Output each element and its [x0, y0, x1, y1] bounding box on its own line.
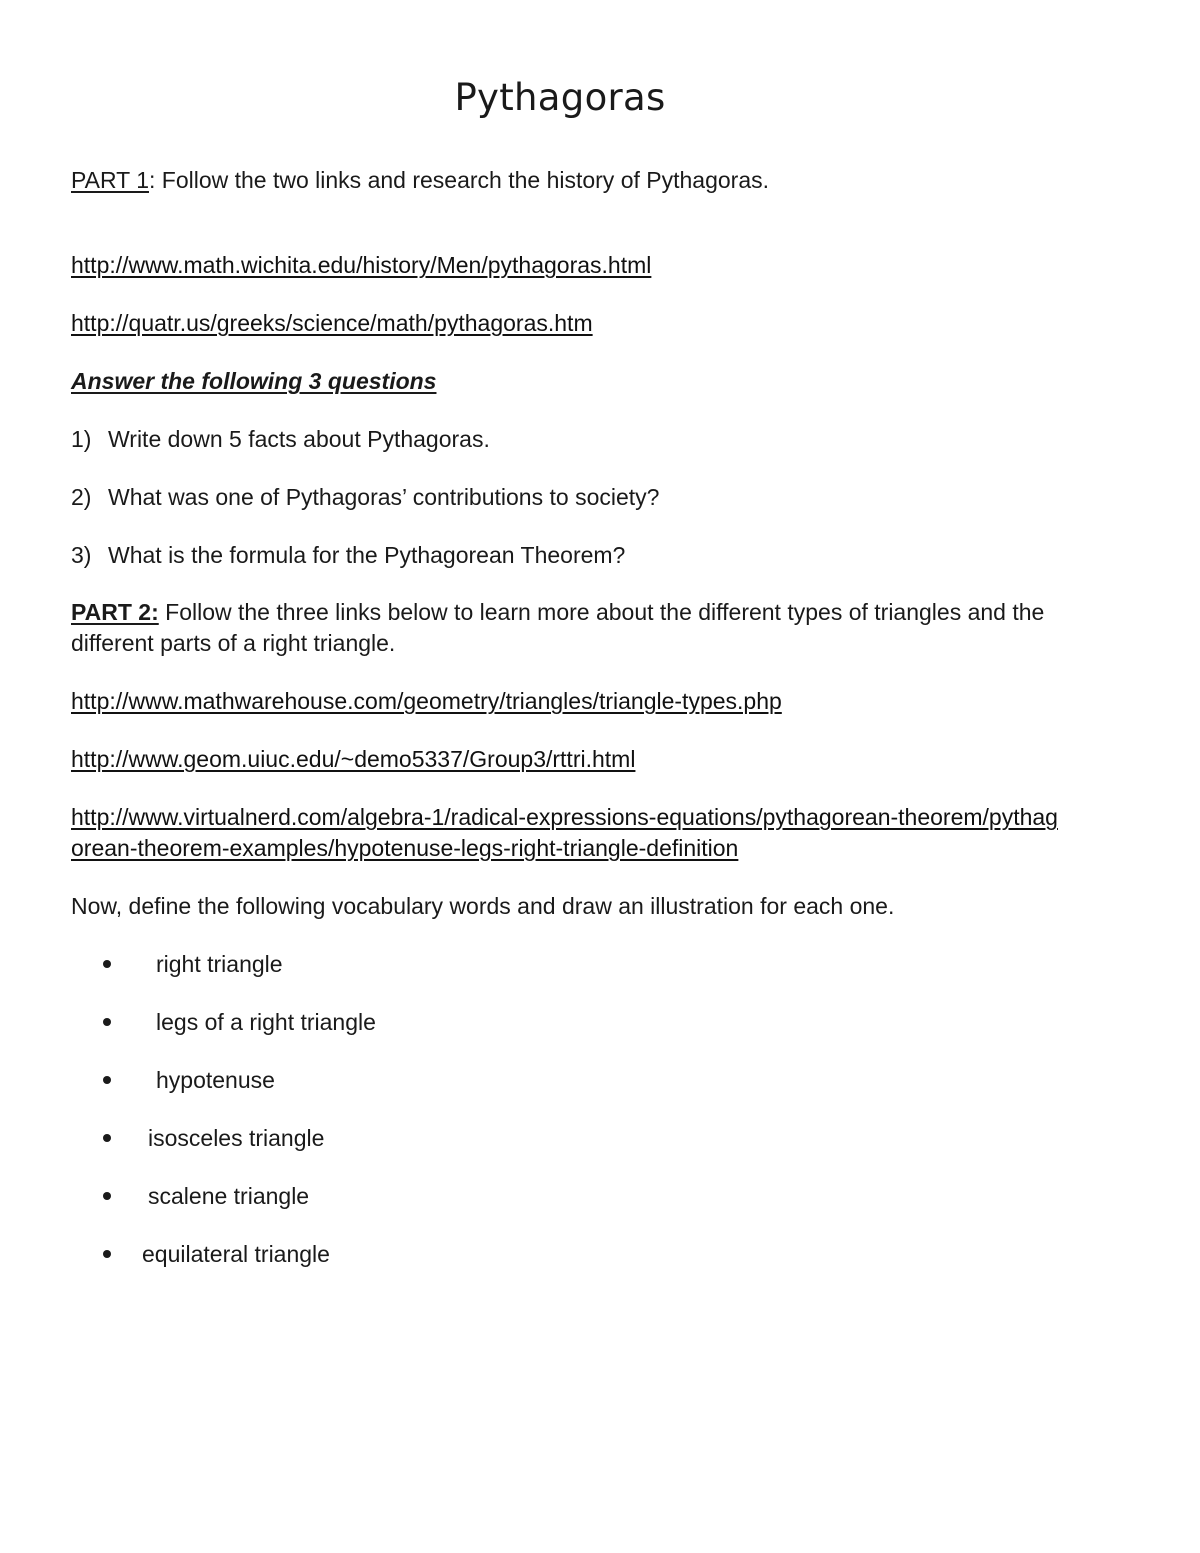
part2-intro — [71, 597, 1116, 659]
question-text: What was one of Pythagoras’ contributions to society? — [108, 484, 660, 510]
bullet-icon — [103, 960, 111, 968]
link-wichita[interactable]: http://www.math.wichita.edu/history/Men/pythagoras.html — [71, 252, 652, 278]
part1-link-row — [71, 308, 593, 339]
bullet-icon — [103, 1192, 111, 1200]
bullet-icon — [103, 1018, 111, 1026]
bullet-icon — [103, 1076, 111, 1084]
link-geom-uiuc[interactable]: http://www.geom.uiuc.edu/~demo5337/Group3/rttri.html — [71, 746, 636, 772]
question-number: 1) — [71, 426, 92, 452]
vocabulary-term: hypotenuse — [156, 1067, 275, 1093]
vocabulary-term: right triangle — [156, 951, 283, 977]
part1-link-row — [71, 250, 651, 281]
question-item — [71, 482, 659, 513]
vocabulary-term: scalene triangle — [148, 1183, 310, 1209]
document-title: Pythagoras — [454, 76, 666, 119]
question-number: 3) — [71, 542, 92, 568]
part1-intro — [71, 165, 769, 196]
bullet-icon — [103, 1250, 111, 1258]
vocabulary-item — [103, 1007, 376, 1038]
part2-link-row — [71, 802, 1061, 864]
vocabulary-item — [103, 949, 283, 980]
vocabulary-term: equilateral triangle — [142, 1241, 330, 1267]
part2-link-row — [71, 686, 782, 717]
questions-heading: Answer the following 3 questions — [71, 368, 437, 394]
question-text: What is the formula for the Pythagorean Theorem? — [108, 542, 626, 568]
question-number: 2) — [71, 484, 92, 510]
question-text: Write down 5 facts about Pythagoras. — [108, 426, 490, 452]
vocabulary-term: legs of a right triangle — [156, 1009, 376, 1035]
vocabulary-item — [103, 1123, 324, 1154]
question-item — [71, 424, 490, 455]
vocabulary-item — [103, 1181, 309, 1212]
vocabulary-instruction: Now, define the following vocabulary words and draw an illustration for each one. — [71, 893, 895, 919]
link-virtualnerd[interactable]: http://www.virtualnerd.com/algebra-1/radical-expressions-equations/pythagorean-theorem/pythagorean-theorem-examples/hypotenuse-legs-right-triangle-definition — [71, 804, 1058, 861]
question-item — [71, 540, 625, 571]
vocabulary-term: isosceles triangle — [148, 1125, 325, 1151]
link-mathwarehouse[interactable]: http://www.mathwarehouse.com/geometry/triangles/triangle-types.php — [71, 688, 782, 714]
link-quatr[interactable]: http://quatr.us/greeks/science/math/pythagoras.htm — [71, 310, 593, 336]
vocabulary-item — [103, 1065, 275, 1096]
bullet-icon — [103, 1134, 111, 1142]
part2-text: Follow the three links below to learn more about the different types of triangles and the different parts of a right triangle. — [71, 599, 1045, 656]
part1-text: : Follow the two links and research the history of Pythagoras. — [148, 167, 770, 193]
vocabulary-item — [103, 1239, 330, 1270]
part2-label: PART 2: — [71, 599, 159, 625]
part1-label: PART 1 — [71, 167, 149, 193]
part2-link-row — [71, 744, 635, 775]
